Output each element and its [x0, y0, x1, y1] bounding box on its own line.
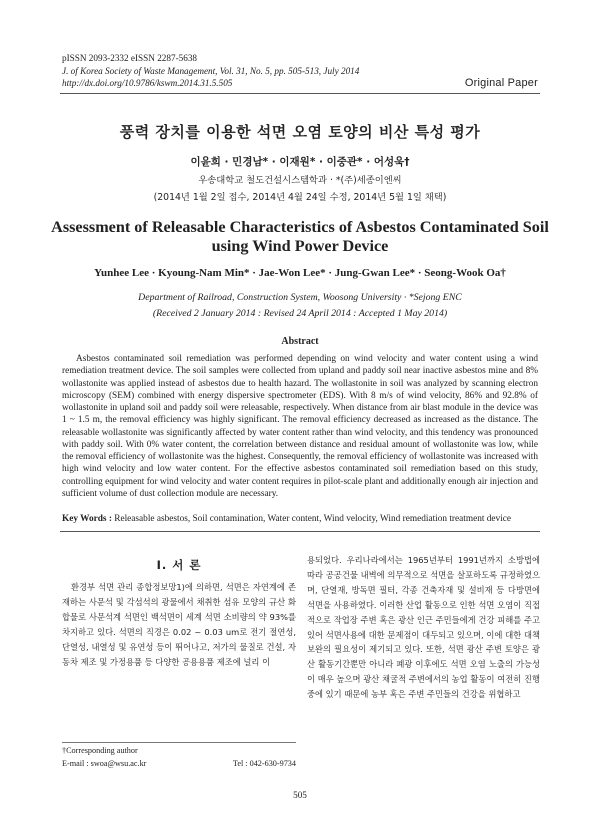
issn-line: pISSN 2093-2332 eISSN 2287-5638 [62, 53, 198, 63]
header-divider [60, 93, 540, 94]
footnote-divider [62, 742, 296, 743]
korean-authors: 이윤희 · 민경남* · 이재원* · 이중관* · 어성욱† [190, 156, 410, 168]
footnote-corresponding: †Corresponding author [62, 746, 138, 755]
keywords-divider [60, 531, 540, 532]
english-title: Assessment of Releasable Characteristics of Asbestos Contaminated Soil using Wind Power Device [51, 218, 549, 255]
journal-citation: J. of Korea Society of Waste Management, Vol. 31, No. 5, pp. 505-513, July 2014 [62, 65, 360, 76]
footnote-tel: Tel : 042-630-9734 [232, 759, 296, 768]
paper-type-label: Original Paper [464, 77, 538, 89]
english-authors: Yunhee Lee · Kyoung-Nam Min* · Jae-Won Lee* · Jung-Gwan Lee* · Seong-Wook Oa† [94, 267, 506, 279]
keywords [62, 514, 542, 524]
footnote-email[interactable]: E-mail : swoa@wsu.ac.kr [62, 759, 147, 768]
body-right-column: 용되었다. 우리나라에서는 1965년부터 1991년까지 소방법에 따라 공공건물 내벽에 의무적으로 석면을 살포하도록 규정하였으며, 단열재, 방독면 필터, 각종 건축자재 및 설비재 등 다방면에 석면을 사용하였다. 이러한 산업 활동으로 인한 석면 오염이 직접적으로 작업장 주변 혹은 광산 인근 주민들에게 건강 피해를 주고 있어 석면사용에 대한 문제점이 대두되고 있으며, 이에 대한 대책 보완의 필요성이 제기되고 있다. 또한, 석면 광산 주변 토양은 광산 활동기간뿐만 아니라 폐광 이후에도 석면 오염 노출의 가능성이 매우 높으며 광산 채굴적 주변에서의 농업 활동이 여전히 진행 중에 있기 때문에 농부 혹은 주변 주민들의 건강을 위협하고 [307, 555, 540, 700]
korean-affiliation: 우송대학교 철도건설시스템학과 · *(주)세종이엔씨 [198, 175, 402, 186]
english-dates: (Received 2 January 2014 : Revised 24 April 2014 : Accepted 1 May 2014) [152, 308, 448, 319]
doi-link[interactable]: http://dx.doi.org/10.9786/kswm.2014.31.5.505 [62, 78, 233, 88]
abstract-heading: Abstract [281, 336, 319, 347]
page-number: 505 [293, 790, 307, 800]
body-left-column: 환경부 석면 관리 종합정보망1)에 의하면, 석면은 자연계에 존재하는 사문석 및 각섬석의 광물에서 채취한 섬유 모양의 규산 화합물로 사문석계 석면인 백석면이 세계 석면 소비량의 약 93%를 차지하고 있다. 석면의 직경은 0.02 ~ 0.03 um로 전기 절연성, 단열성, 내열성 및 유연성 등이 뛰어나고, 저가의 물질로 건설, 자동차 제조 및 가정용품 등 다양한 공용용품 제조에 널리 이 [62, 582, 296, 667]
keywords-label: Key Words : [62, 514, 112, 524]
footnote-contact [62, 759, 296, 768]
korean-title: 풍력 장치를 이용한 석면 오염 토양의 비산 특성 평가 [119, 123, 481, 141]
section-heading: I. 서 론 [156, 558, 202, 572]
abstract-body: Asbestos contaminated soil remediation was performed depending on wind velocity and water content using a wind remediation treatment device. The soil samples were collected from upland and paddy soil near inactive asbestos mine and 8% wollastonite was applied instead of asbestos due to health hazard. The wollastonite in soil was analyzed by scanning electron microscopy (SEM) combined with energy dispersive spectrometer (EDS). With 8 m/s of wind velocity, 86% and 92.8% of wollastonite in upland soil and paddy soil were releasable, respectively. When distance from air blast module in the device was 1 ~ 1.5 m, the removal efficiency was highly significant. The removal efficiency decreased as increased as the distance. The releasable wollastonite was significantly affected by water content rather than wind velocity, and this tendency was pronounced with paddy soil. With 0% water content, the correlation between distance and residual amount of wollastonite was low, while the removal efficiency of wollastonite was the highest. Consequently, the removal efficiency of wollastonite was increased with high wind velocity and low water content. For the effective asbestos contaminated soil remediation based on this study, controlling equipment for wind velocity and water content requires in pilot-scale plant and additionally enough air injection and sufficient volume of dust collection module are necessary. [62, 354, 538, 499]
english-affiliation: Department of Railroad, Construction System, Woosong University · *Sejong ENC [138, 292, 462, 303]
korean-dates: (2014년 1월 2일 접수, 2014년 4월 24일 수정, 2014년 5월 1일 채택) [153, 192, 447, 203]
keywords-text: Releasable asbestos, Soil contamination, Water content, Wind velocity, Wind remediation treatment device [111, 514, 512, 524]
